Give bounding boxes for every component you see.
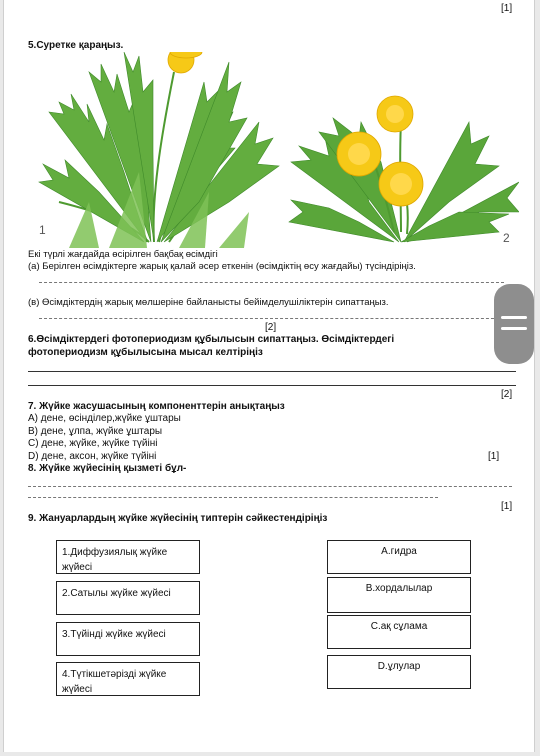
dandelion-plant-1 (39, 52, 279, 248)
match-left-3-label: 3.Түйінді жүйке жүйесі (62, 629, 166, 640)
answer-line[interactable] (28, 497, 438, 498)
match-right-b[interactable] (327, 577, 471, 613)
mark-q6: [2] (265, 322, 277, 333)
match-right-c-label: С.ақ сұлама (370, 621, 428, 632)
match-left-1[interactable] (56, 540, 200, 574)
q6-line2: фотопериодизм құбылысына мысал келтіріңіз (28, 347, 263, 358)
match-right-a[interactable] (327, 540, 471, 574)
answer-line[interactable] (39, 282, 504, 283)
q7-heading: 7. Жүйке жасушасының компоненттерін анықтаңыз (28, 401, 285, 412)
handle-bar-top (501, 316, 527, 319)
q5-heading: 5.Суретке қараңыз. (28, 40, 124, 51)
match-right-c[interactable] (327, 615, 471, 649)
match-right-d-label: D.ұлулар (377, 661, 421, 672)
answer-line[interactable] (28, 385, 516, 386)
mark-q9: [1] (501, 501, 513, 512)
q7-option-d: D) дене, аксон, жүйке түйіні (28, 451, 157, 462)
match-left-4[interactable] (56, 662, 200, 696)
q9-heading: 9. Жануарлардың жүйке жүйесінің типтерін сәйкестендіріңіз (28, 513, 328, 524)
match-left-1-label: 1.Диффузиялық жүйке жүйесі (62, 547, 168, 573)
answer-line[interactable] (39, 318, 504, 319)
q7-option-a: A) дене, өсінділер,жүйке ұштары (28, 413, 181, 424)
q7-option-c: C) дене, жүйке, жүйке түйіні (28, 438, 158, 449)
q5-caption: Екі түрлі жағдайда өсірілген бақбақ өсімдігі (28, 249, 218, 260)
mark-q7d: [1] (488, 451, 500, 462)
q6-line1: 6.Өсімдіктердегі фотопериодизм құбылысын сипаттаңыз. Өсімдіктердегі (28, 334, 395, 345)
match-right-b-label: В.хордалылар (365, 583, 433, 594)
answer-line[interactable] (28, 486, 512, 487)
dandelion-plant-2 (289, 96, 519, 245)
answer-line[interactable] (28, 371, 516, 372)
match-left-3[interactable] (56, 622, 200, 656)
q5-part-a: (а) Берілген өсімдіктерге жарық қалай әсер еткенін (өсімдіктің өсу жағдайы) түсіндіріңіз. (28, 261, 416, 272)
mark-q7: [2] (501, 389, 513, 400)
scroll-handle[interactable] (494, 284, 534, 364)
q5-part-b: (в) Өсімдіктердің жарық мөлшеріне байланысты бейімделушіліктерін сипаттаңыз. (28, 297, 389, 308)
dandelion-figure (29, 52, 519, 248)
match-left-4-label: 4.Түтікшетәрізді жүйке жүйесі (62, 669, 167, 695)
match-left-2-label: 2.Сатылы жүйке жүйесі (62, 588, 171, 599)
worksheet-page (3, 0, 535, 752)
figure-label-2: 2 (503, 231, 510, 245)
mark-top: [1] (501, 3, 513, 14)
figure-label-1: 1 (39, 223, 46, 237)
match-right-d[interactable] (327, 655, 471, 689)
q7-option-b: B) дене, ұлпа, жүйке ұштары (28, 426, 163, 437)
q8-text: 8. Жүйке жүйесінің қызметі бұл- (28, 463, 187, 474)
match-left-2[interactable] (56, 581, 200, 615)
match-right-a-label: А.гидра (381, 546, 417, 557)
handle-bar-bottom (501, 327, 527, 330)
